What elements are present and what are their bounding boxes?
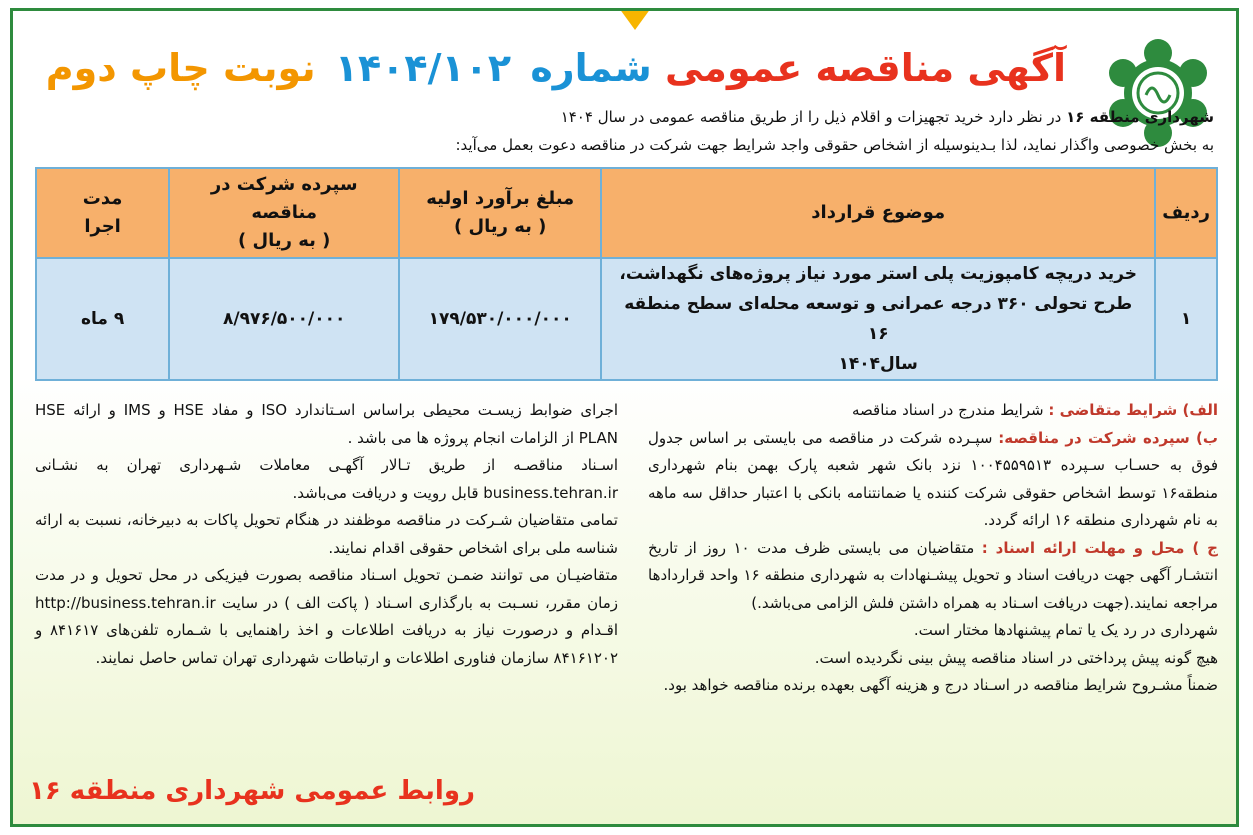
cell-row-number: ۱ <box>1155 258 1217 380</box>
subject-line2: طرح تحولی ۳۶۰ درجه عمرانی و توسعه محله‌ای سطح منطقه ۱۶ <box>624 294 1133 344</box>
cell-deposit: ۸/۹۷۶/۵۰۰/۰۰۰ <box>169 258 399 380</box>
table-header-row <box>36 168 1217 258</box>
top-notch-decoration <box>619 8 651 30</box>
notice-title <box>45 33 1066 103</box>
intro-org: شهرداری منطقه ۱۶ <box>1066 108 1214 126</box>
condition-b <box>648 425 1218 535</box>
left-p1: اجرای ضوابط زیسـت محیطی براساس اسـتاندارد ISO و مفاد HSE و IMS و ارائه HSE PLAN از الزامات انجام پروژه ها می باشد . <box>35 401 619 447</box>
header-subject: موضوع قرارداد <box>601 168 1155 258</box>
header-deposit <box>169 168 399 258</box>
title-part3: نوبت چاپ دوم <box>45 46 316 90</box>
conditions-left-column <box>35 397 618 672</box>
table-row <box>36 258 1217 380</box>
header-deposit-label: سپرده شرکت در مناقصه <box>210 174 358 223</box>
condition-a <box>648 397 1218 425</box>
intro-text <box>214 103 1214 159</box>
subject-line3: سال۱۴۰۴ <box>838 354 918 374</box>
footer-public-relations: روابط عمومی شهرداری منطقه ۱۶ <box>29 776 475 806</box>
header-estimate <box>399 168 601 258</box>
condition-c-text: متقاضیان می بایستی ظرف مدت ۱۰ روز از تاریخ انتشـار آگهی جهت دریافت اسناد و تحویل پیشـنهادات به شهرداری منطقه ۱۶ واحد قراردادها مراجعه نمایند.(جهت دریافت اسـناد به همراه داشتن فلش الزامی می‌باشد.) <box>648 538 1218 612</box>
header-deposit-unit: ( به ریال ) <box>237 230 331 251</box>
header-estimate-unit: ( به ریال ) <box>453 216 547 237</box>
cell-estimate: ۱۷۹/۵۳۰/۰۰۰/۰۰۰ <box>399 258 601 380</box>
left-p3: تمامی متقاضیان شـرکت در مناقصه موظفند در هنگام تحویل پاکات به دبیرخانه، نسبت به ارائه شناسه ملی برای اشخاص حقوقی اقدام نمایند. <box>35 511 618 557</box>
header-estimate-label: مبلغ برآورد اولیه <box>426 188 575 209</box>
subject-line1: خرید دریچه کامپوزیت پلی استر مورد نیاز پروژه‌های نگهداشت، <box>619 264 1137 284</box>
header-duration-label2: اجرا <box>84 216 121 237</box>
conditions-area <box>35 397 1218 817</box>
condition-a-text: شرایط مندرج در اسناد مناقصه <box>851 401 1049 419</box>
cell-subject <box>601 258 1155 380</box>
condition-a-label: الف) شرایط متقاضی : <box>1048 401 1218 419</box>
condition-p2: هیچ گونه پیش پرداختی در اسناد مناقصه پیش بینی نگردیده است. <box>814 648 1218 667</box>
intro-line1-rest: در نظر دارد خرید تجهیزات و اقلام ذیل را از طریق مناقصه عمومی در سال ۱۴۰۴ <box>560 108 1067 126</box>
condition-b-label: ب) سپرده شرکت در مناقصه: <box>998 428 1218 447</box>
condition-c-label: ج ) محل و مهلت ارائه اسناد : <box>981 538 1218 557</box>
condition-c <box>648 535 1218 618</box>
condition-b-text: سپـرده شرکت در مناقصه می بایستی بر اساس جدول فوق به حسـاب سـپرده ۱۰۰۴۵۵۹۵۱۳ نزد بانک شهر شعبه پارک بهمن بنام شهرداری منطقه۱۶ توسط اشخاص حقوقی شرکت کننده یا ضمانتنامه بانکی با اعتبار حداقل سه ماهه به نام شهرداری منطقه ۱۶ ارائه گردد. <box>648 428 1218 529</box>
header-duration <box>36 168 169 258</box>
intro-line2: به بخش خصوصی واگذار نماید، لذا بـدینوسیله از اشخاص حقوقی واجد شرایط جهت شرکت در مناقصه دعوت بعمل می‌آید: <box>455 136 1214 154</box>
intro-line1 <box>214 103 1214 131</box>
cell-duration: ۹ ماه <box>36 258 169 380</box>
title-number: ۱۴۰۴/۱۰۲ <box>334 46 512 90</box>
conditions-right-column <box>648 397 1218 700</box>
title-part1: آگهی مناقصه عمومی <box>664 46 1066 90</box>
left-p4: متقاضیـان می توانند ضمـن تحویل اسـناد مناقصه بصورت فیزیکی در محل تحویل و در مدت زمان مقرر، نسـبت به بارگذاری اسـناد ( پاکت الف ) در سایت http://business.tehran.ir اقـدام و درصورت نیاز به دریافت اطلاعات و اخذ راهنمایی با شـماره تلفن‌های ۸۴۱۶۱۷ و ۸۴۱۶۱۲۰۲ سازمان فناوری اطلاعات و ارتباطات شهرداری تهران تماس حاصل نمایند. <box>35 566 618 667</box>
tender-table <box>35 167 1218 381</box>
header-duration-label: مدت <box>82 188 123 209</box>
left-p2: اسـناد مناقصـه از طریق تـالار آگهـی معاملات شـهرداری تهران به نشـانی business.tehran.ir قابل رویت و دریافت می‌باشد. <box>35 456 618 502</box>
condition-p1: شهرداری در رد یک یا تمام پیشنهادها مختار است. <box>913 621 1218 639</box>
condition-p3: ضمناً مشـروح شرایط مناقصه در اسـناد درج و هزینه آگهی بعهده برنده مناقصه خواهد بود. <box>663 676 1218 694</box>
header-row-number: ردیف <box>1155 168 1217 258</box>
title-part2: شماره <box>530 46 652 90</box>
notice-frame <box>10 8 1239 827</box>
